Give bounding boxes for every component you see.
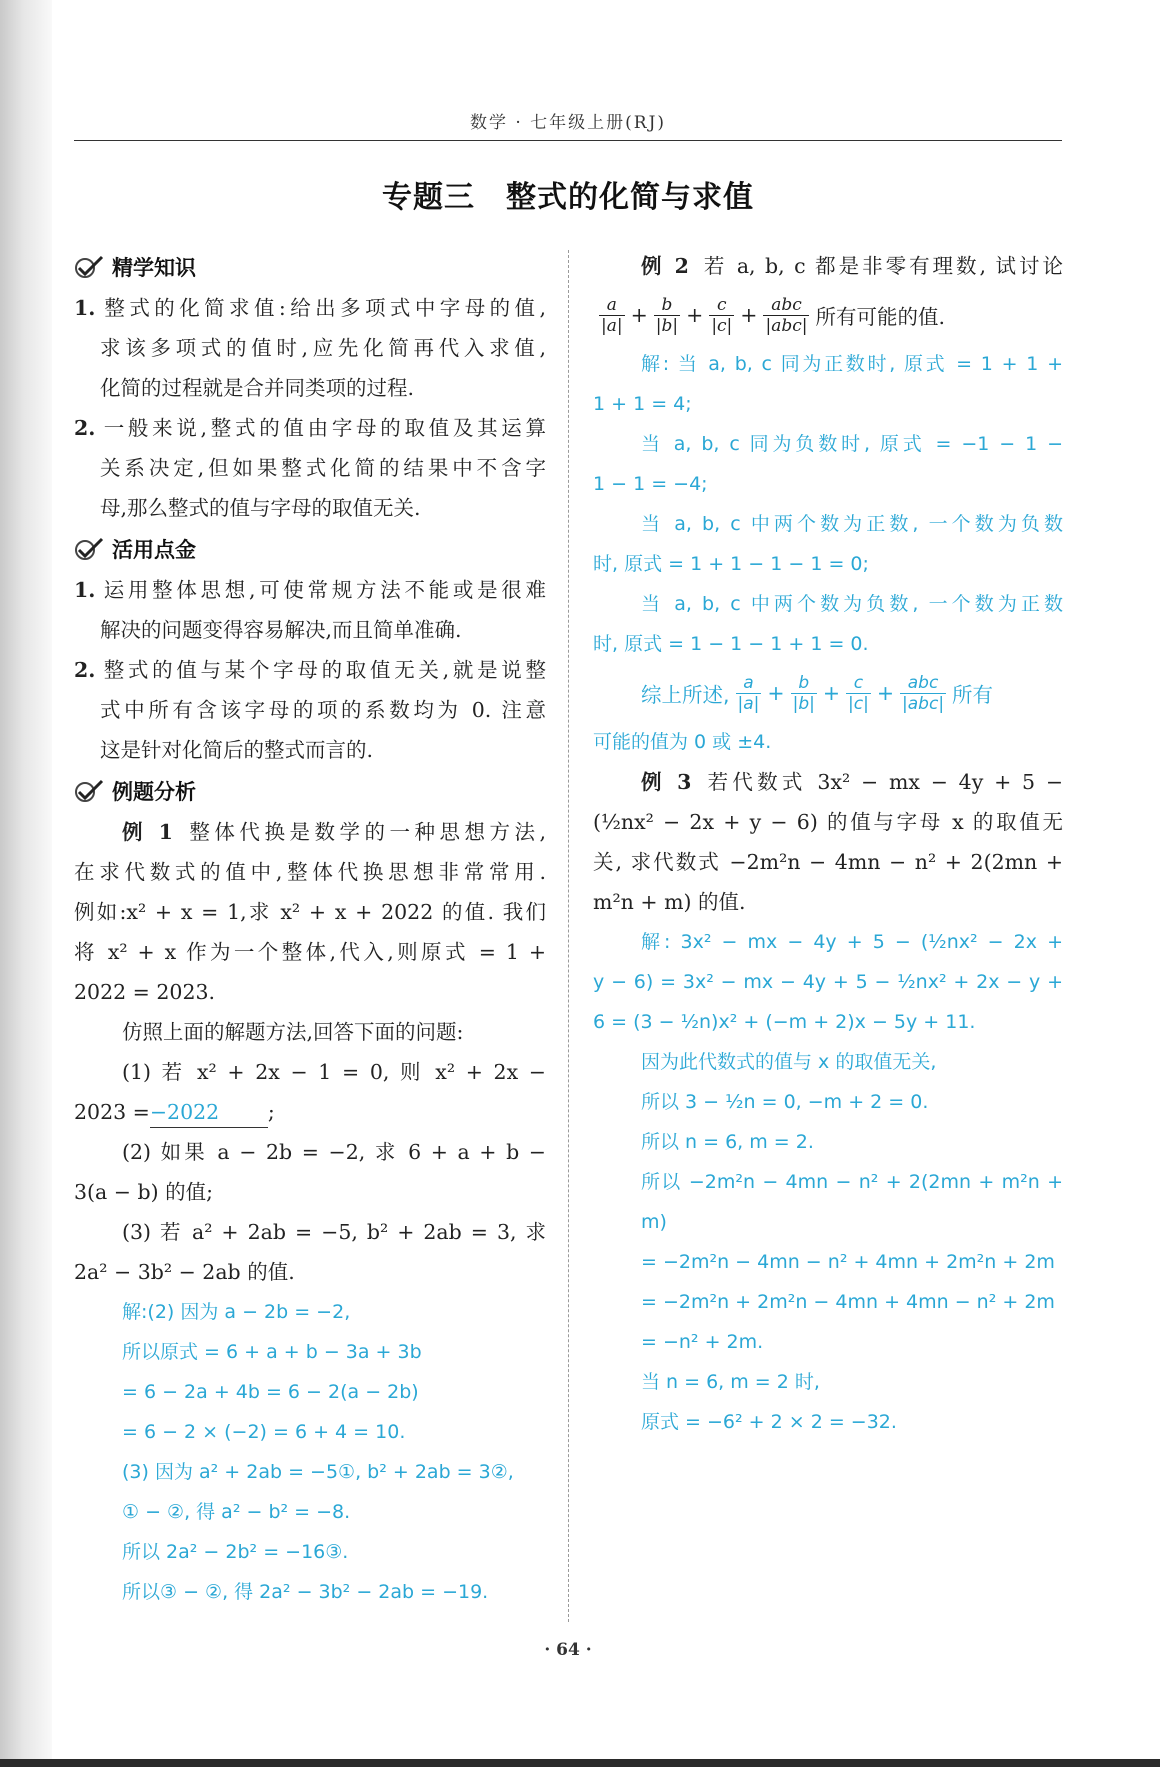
solution-2-line: 1 + 1 = 4;	[593, 393, 692, 415]
question-3-line: (3) 若 a² + 2ab = −5, b² + 2ab = 3, 求	[122, 1220, 546, 1244]
section-title: 精学知识	[112, 255, 196, 280]
list-item: 2. 一般来说,整式的值由字母的取值及其运算	[74, 416, 546, 440]
question-2-line: 3(a − b) 的值;	[74, 1180, 214, 1204]
list-item-line: 关系决定,但如果整式化简的结果中不含字	[100, 456, 546, 480]
fraction: $\frac{c}{|c|}$	[848, 672, 869, 714]
fraction: $\frac{c}{|c|}$	[711, 294, 733, 336]
solution-2-line: 解: 当 a, b, c 同为正数时, 原式 = 1 + 1 +	[641, 353, 1063, 375]
example-1-task: 仿照上面的解题方法,回答下面的问题:	[122, 1020, 464, 1044]
list-item: 1. 运用整体思想,可使常规方法不能或是很难	[74, 578, 546, 602]
list-item: 2. 整式的值与某个字母的取值无关,就是说整	[74, 658, 546, 682]
page-title: 专题三 整式的化简与求值	[382, 180, 754, 215]
fraction: $\frac{\text{abc}}{\text{|abc|}}$	[902, 672, 945, 714]
solution-line: = 6 − 2 × (−2) = 6 + 4 = 10.	[122, 1421, 406, 1443]
example-1-line: 例 1 整体代换是数学的一种思想方法,	[122, 820, 547, 844]
list-item-line: 求该多项式的值时,应先化简再代入求值,	[100, 336, 546, 360]
column-divider	[568, 250, 569, 1622]
section-title: 例题分析	[112, 779, 196, 804]
checkmark-icon	[74, 537, 104, 561]
question-2-line: (2) 如果 a − 2b = −2, 求 6 + a + b −	[122, 1140, 546, 1164]
question-3-line: 2a² − 3b² − 2ab 的值.	[74, 1260, 295, 1284]
solution-3-line: 当 n = 6, m = 2 时,	[641, 1371, 820, 1393]
list-item-line: 化简的过程就是合并同类项的过程.	[100, 376, 415, 400]
fraction: $\frac{b}{|b|}$	[792, 672, 815, 714]
question-1-line: (1) 若 x² + 2x − 1 = 0, 则 x² + 2x −	[122, 1060, 546, 1084]
example-3-line: 例 3 若代数式 3x² − mx − 4y + 5 −	[641, 770, 1063, 794]
fraction: $\frac{a}{|a|}$	[601, 294, 623, 336]
example-2-formula: $\frac{a}{|a|}$ + $\frac{b}{|b|}$ + $\frac{c}{|c|}$ + $\frac{\text{abc}}{\text{|abc|}}$ 所有可能的值.	[601, 294, 946, 336]
example-1-line: 在求代数式的值中,整体代换思想非常常用.	[74, 860, 546, 884]
section-heading	[74, 528, 546, 570]
solution-line: 所以原式 = 6 + a + b − 3a + 3b	[122, 1341, 422, 1363]
answer-blank: −2022	[150, 1097, 268, 1128]
list-item-line: 这是针对化简后的整式而言的.	[100, 738, 374, 762]
list-item-line: 解决的问题变得容易解决,而且简单准确.	[100, 618, 462, 642]
solution-3-line: = −n² + 2m.	[641, 1331, 764, 1353]
example-3-line: m²n + m) 的值.	[593, 890, 746, 914]
checkmark-icon	[74, 255, 104, 279]
solution-2-line: 1 − 1 = −4;	[593, 473, 708, 495]
example-3-line: (½nx² − 2x + y − 6) 的值与字母 x 的取值无	[593, 810, 1063, 834]
solution-2-line: 当 a, b, c 同为负数时, 原式 = −1 − 1 −	[641, 433, 1063, 455]
section-heading	[74, 770, 546, 812]
list-item: 1. 整式的化简求值:给出多项式中字母的值,	[74, 296, 546, 320]
section-title: 活用点金	[112, 537, 196, 562]
right-column	[593, 246, 1063, 1442]
solution-line: ① − ②, 得 a² − b² = −8.	[122, 1501, 351, 1523]
solution-3-line: 所以 −2m²n − 4mn − n² + 2(2mn + m²n + m)	[641, 1171, 1063, 1233]
solution-3-line: 6 = (3 − ½n)x² + (−m + 2)x − 5y + 11.	[593, 1011, 976, 1033]
fraction: $\frac{\text{abc}}{\text{|abc|}}$	[765, 294, 808, 336]
running-header: 数学 · 七年级上册(RJ)	[469, 113, 667, 133]
page-bottom-edge	[0, 1759, 1160, 1767]
fraction: $\frac{a}{|a|}$	[737, 672, 760, 714]
question-1-line: 2023 =−2022 ;	[74, 1092, 546, 1132]
list-item-line: 母,那么整式的值与字母的取值无关.	[100, 496, 421, 520]
solution-3-line: = −2m²n − 4mn − n² + 4mn + 2m²n + 2m	[641, 1251, 1055, 1273]
solution-2-line: 当 a, b, c 中两个数为负数, 一个数为正数	[641, 593, 1063, 615]
example-1-line: 例如:x² + x = 1,求 x² + x + 2022 的值. 我们	[74, 900, 546, 924]
example-1-line: 将 x² + x 作为一个整体,代入,则原式 = 1 +	[74, 940, 546, 964]
solution-2-conclusion: 综上所述, $\frac{a}{|a|}$ + $\frac{b}{|b|}$ + $\frac{c}{|c|}$ + $\frac{\text{abc}}{\text{|abc|}}$ 所有	[641, 672, 994, 714]
solution-3-line: 解: 3x² − mx − 4y + 5 − (½nx² − 2x +	[641, 931, 1063, 953]
example-1-line: 2022 = 2023.	[74, 980, 216, 1004]
solution-2-line: 时, 原式 = 1 + 1 − 1 − 1 = 0;	[593, 553, 869, 575]
section-heading	[74, 246, 546, 288]
solution-line: = 6 − 2a + 4b = 6 − 2(a − 2b)	[122, 1381, 419, 1403]
solution-3-line: y − 6) = 3x² − mx − 4y + 5 − ½nx² + 2x − y +	[593, 971, 1063, 993]
list-item-line: 式中所有含该字母的项的系数均为 0. 注意	[100, 698, 546, 722]
solution-3-line: 原式 = −6² + 2 × 2 = −32.	[641, 1411, 897, 1433]
solution-line: 所以③ − ②, 得 2a² − 3b² − 2ab = −19.	[122, 1581, 489, 1603]
fraction: $\frac{b}{|b|}$	[655, 294, 679, 336]
solution-3-line: = −2m²n + 2m²n − 4mn + 4mn − n² + 2m	[641, 1291, 1055, 1313]
checkmark-icon	[74, 779, 104, 803]
solution-2-line: 可能的值为 0 或 ±4.	[593, 731, 772, 753]
solution-3-line: 所以 n = 6, m = 2.	[641, 1131, 814, 1153]
example-3-line: 关, 求代数式 −2m²n − 4mn − n² + 2(2mn +	[593, 850, 1063, 874]
example-2-line: 例 2 若 a, b, c 都是非零有理数, 试讨论	[641, 254, 1063, 278]
page-number: · 64 ·	[544, 1640, 592, 1660]
left-column	[74, 246, 546, 1612]
solution-3-line: 因为此代数式的值与 x 的取值无关,	[641, 1051, 937, 1073]
solution-2-line: 时, 原式 = 1 − 1 − 1 + 1 = 0.	[593, 633, 869, 655]
header-rule	[74, 140, 1062, 141]
solution-line: (3) 因为 a² + 2ab = −5①, b² + 2ab = 3②,	[122, 1461, 514, 1483]
solution-2-line: 当 a, b, c 中两个数为正数, 一个数为负数	[641, 513, 1063, 535]
solution-3-line: 所以 3 − ½n = 0, −m + 2 = 0.	[641, 1091, 929, 1113]
solution-line: 解:(2) 因为 a − 2b = −2,	[122, 1301, 351, 1323]
page-shadow	[0, 0, 52, 1767]
solution-line: 所以 2a² − 2b² = −16③.	[122, 1541, 349, 1563]
